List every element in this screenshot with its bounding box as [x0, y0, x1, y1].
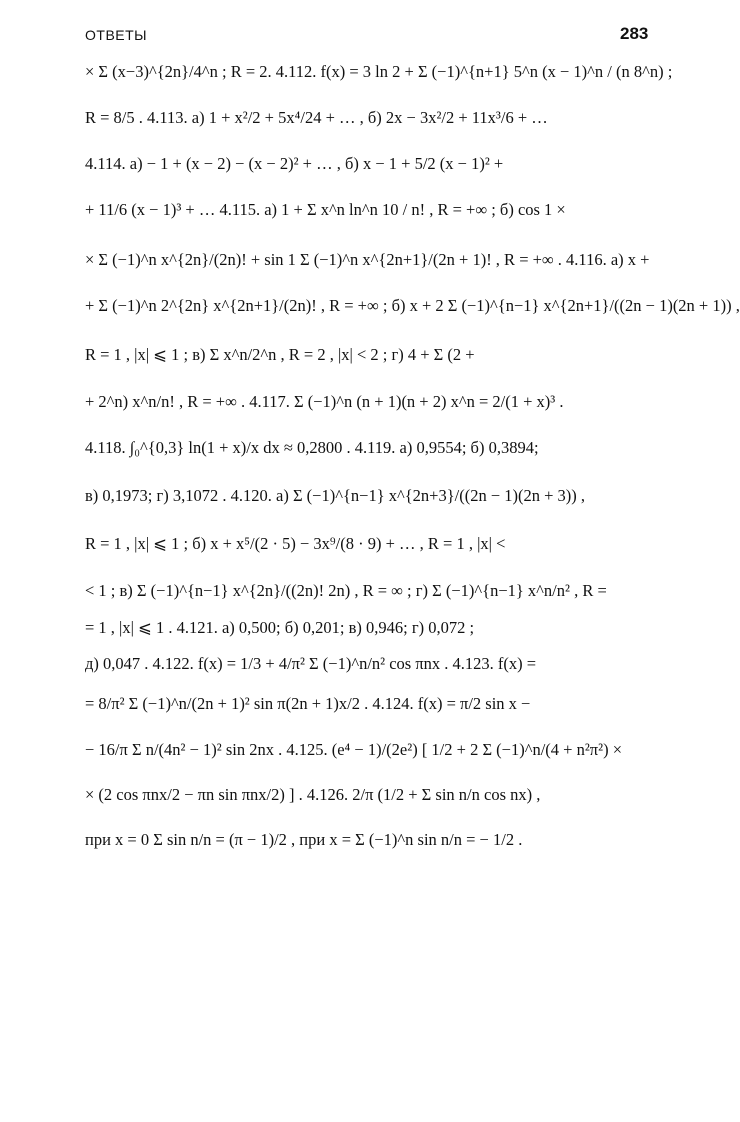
text-line-15: = 8/π² Σ (−1)^n/(2n + 1)² sin π(2n + 1)x/2 . 4.124. f(x) = π/2 sin x − — [85, 694, 531, 713]
text-line-16: − 16/π Σ n/(4n² − 1)² sin 2nx . 4.125. (e⁴ − 1)/(2e²) [ 1/2 + 2 Σ (−1)^n/(4 + n²π²) × — [85, 740, 622, 759]
page-number: 283 — [620, 24, 649, 43]
text-line-12: < 1 ; в) Σ (−1)^{n−1} x^{2n}/((2n)! 2n) , R = ∞ ; г) Σ (−1)^{n−1} x^n/n² , R = — [85, 581, 607, 600]
running-header-title: ОТВЕТЫ — [85, 27, 148, 43]
text-line-1: × Σ (x−3)^{2n}/4^n ; R = 2. 4.112. f(x) = 3 ln 2 + Σ (−1)^{n+1} 5^n (x − 1)^n / (n 8^n) ; — [85, 62, 673, 81]
text-line-7: R = 1 , |x| ⩽ 1 ; в) Σ x^n/2^n , R = 2 , |x| < 2 ; г) 4 + Σ (2 + — [85, 345, 475, 364]
text-line-6: + Σ (−1)^n 2^{2n} x^{2n+1}/(2n)! , R = +∞ ; б) x + 2 Σ (−1)^{n−1} x^{2n+1}/((2n − 1)(2n + 1)) , — [85, 296, 740, 315]
text-line-2: R = 8/5 . 4.113. а) 1 + x²/2 + 5x⁴/24 + … , б) 2x − 3x²/2 + 11x³/6 + … — [85, 108, 548, 127]
text-line-10: в) 0,1973; г) 3,1072 . 4.120. а) Σ (−1)^{n−1} x^{2n+3}/((2n − 1)(2n + 3)) , — [85, 486, 586, 505]
text-line-18: при x = 0 Σ sin n/n = (π − 1)/2 , при x = Σ (−1)^n sin n/n = − 1/2 . — [85, 830, 523, 849]
text-line-4: + 11/6 (x − 1)³ + … 4.115. а) 1 + Σ x^n ln^n 10 / n! , R = +∞ ; б) cos 1 × — [85, 200, 566, 219]
text-line-17: × (2 cos πnx/2 − πn sin πnx/2) ] . 4.126. 2/π (1/2 + Σ sin n/n cos nx) , — [85, 785, 541, 804]
text-line-3: 4.114. а) − 1 + (x − 2) − (x − 2)² + … , б) x − 1 + 5/2 (x − 1)² + — [85, 154, 504, 173]
text-line-9: 4.118. ∫₀^{0,3} ln(1 + x)/x dx ≈ 0,2800 . 4.119. а) 0,9554; б) 0,3894; — [85, 438, 539, 457]
text-line-11: R = 1 , |x| ⩽ 1 ; б) x + x⁵/(2 · 5) − 3x⁹/(8 · 9) + … , R = 1 , |x| < — [85, 534, 506, 553]
text-line-14: д) 0,047 . 4.122. f(x) = 1/3 + 4/π² Σ (−1)^n/n² cos πnx . 4.123. f(x) = — [85, 654, 537, 673]
text-line-8: + 2^n) x^n/n! , R = +∞ . 4.117. Σ (−1)^n (n + 1)(n + 2) x^n = 2/(1 + x)³ . — [85, 392, 564, 411]
text-line-13: = 1 , |x| ⩽ 1 . 4.121. а) 0,500; б) 0,201; в) 0,946; г) 0,072 ; — [85, 618, 475, 637]
text-line-5: × Σ (−1)^n x^{2n}/(2n)! + sin 1 Σ (−1)^n x^{2n+1}/(2n + 1)! , R = +∞ . 4.116. а) x + — [85, 250, 650, 269]
